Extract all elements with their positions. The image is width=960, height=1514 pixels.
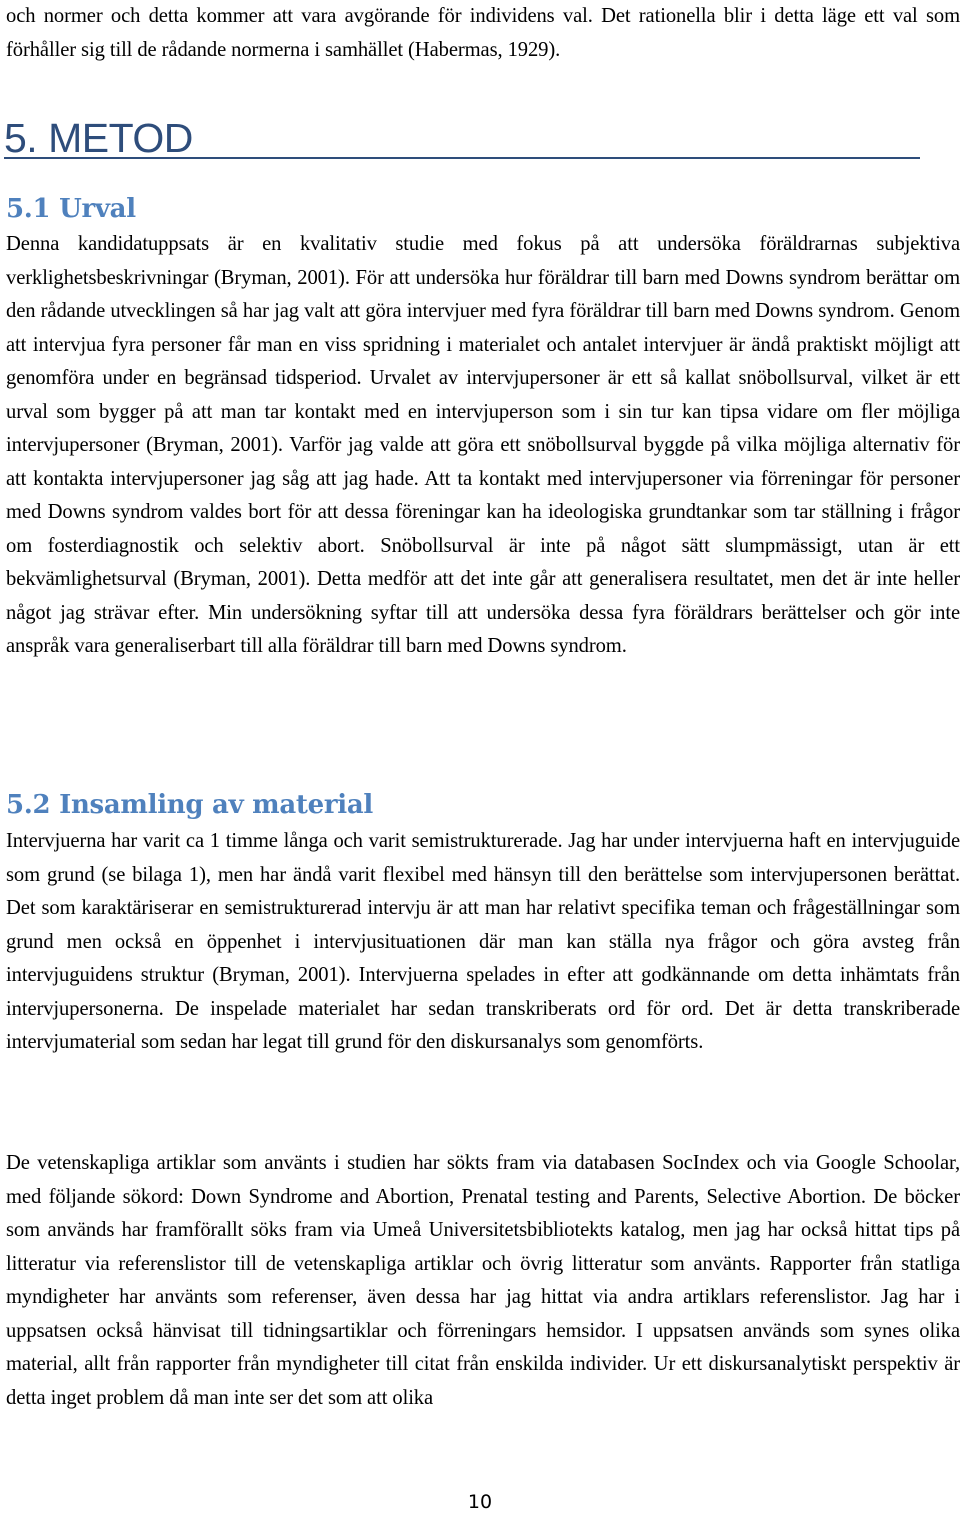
insamling-paragraph-1: Intervjuerna har varit ca 1 timme långa och varit semistrukturerade. Jag har under intervjuerna haft en intervjuguide som grund (se bilaga 1), men har ändå varit flexibel med hänsyn till den berättelse som intervjupersonen berättat. Det som karaktäriserar en semistrukturerad intervju är att man har relativt specifika teman och frågeställningar som grund men också en öppenhet i intervjusituationen där man kan ställa nya frågor och göra avsteg från intervjuguidens struktur (Bryman, 2001). Intervjuerna spelades in efter att godkännande om detta inhämtats från intervjupersonerna. De inspelade materialet har sedan transkriberats ord för ord. Det är detta transkriberade intervjumaterial som sedan har legat till grund för den diskursanalys som genomförts.: [6, 830, 960, 1053]
intro-paragraph: och normer och detta kommer att vara avgörande för individens val. Det rationella blir i detta läge ett val som förhåller sig till de rådande normerna i samhället (Habermas, 1929).: [6, 5, 960, 61]
section-heading-insamling: 5.2 Insamling av material: [6, 790, 373, 820]
urval-paragraph: Denna kandidatuppsats är en kvalitativ studie med fokus på att undersöka föräldrarnas subjektiva verklighetsbeskrivningar (Bryman, 2001). För att undersöka hur föräldrar till barn med Downs syndrom berättar om den rådande utvecklingen så har jag valt att göra intervjuer med fyra föräldrar till barn med Downs syndrom. Genom att intervjua fyra personer får man en viss spridning i materialet och antalet intervjuer är ändå praktiskt möjligt att genomföra under en begränsad tidsperiod. Urvalet av intervjupersoner är ett så kallat snöbollsurval, vilket är ett urval som bygger på att man tar kontakt med en intervjuperson som i sin tur kan tipsa vidare om fler möjliga intervjupersoner (Bryman, 2001). Varför jag valde att göra ett snöbollsurval byggde på vilka möjliga alternativ för att kontakta intervjupersoner jag såg att jag hade. Att ta kontakt med intervjupersoner via förreningar för personer med Downs syndrom valdes bort för att dessa föreningar kan ha ideologiska grundtankar som tar ställning i frågor om fosterdiagnostik och selektiv abort. Snöbollsurval är inte på något sätt slumpmässigt, utan är ett bekvämlighetsurval (Bryman, 2001). Detta medför att det inte går att generalisera resultatet, men det är inte heller något jag strävar efter. Min undersökning syftar till att undersöka dessa fyra föräldrars berättelser och gör inte anspråk vara generaliserbart till alla föräldrar till barn med Downs syndrom.: [6, 233, 960, 657]
chapter-heading: 5. METOD: [4, 113, 920, 159]
section-heading-urval: 5.1 Urval: [6, 194, 136, 224]
insamling-paragraph-2: De vetenskapliga artiklar som använts i studien har sökts fram via databasen SocIndex och via Google Schoolar, med följande sökord: Down Syndrome and Abortion, Prenatal testing and Parents, Selective Abortion. De böcker som används har framförallt söks fram via Umeå Universitetsbibliotekts katalog, men jag har också hittat tips på litteratur via referenslistor till de vetenskapliga artiklar och övrig litteratur som använts. Rapporter från statliga myndigheter har använts som referenser, även dessa har jag hittat via andra artiklars referenslistor. Jag har i uppsatsen också hänvisat till tidningsartiklar och förreningars hemsidor. I uppsatsen används som synes olika material, allt från rapporter från myndigheter till citat från enskilda individer. Ur ett diskursanalytiskt perspektiv är detta inget problem då man inte ser det som att olika: [6, 1152, 960, 1409]
page-number: 10: [467, 1491, 493, 1513]
